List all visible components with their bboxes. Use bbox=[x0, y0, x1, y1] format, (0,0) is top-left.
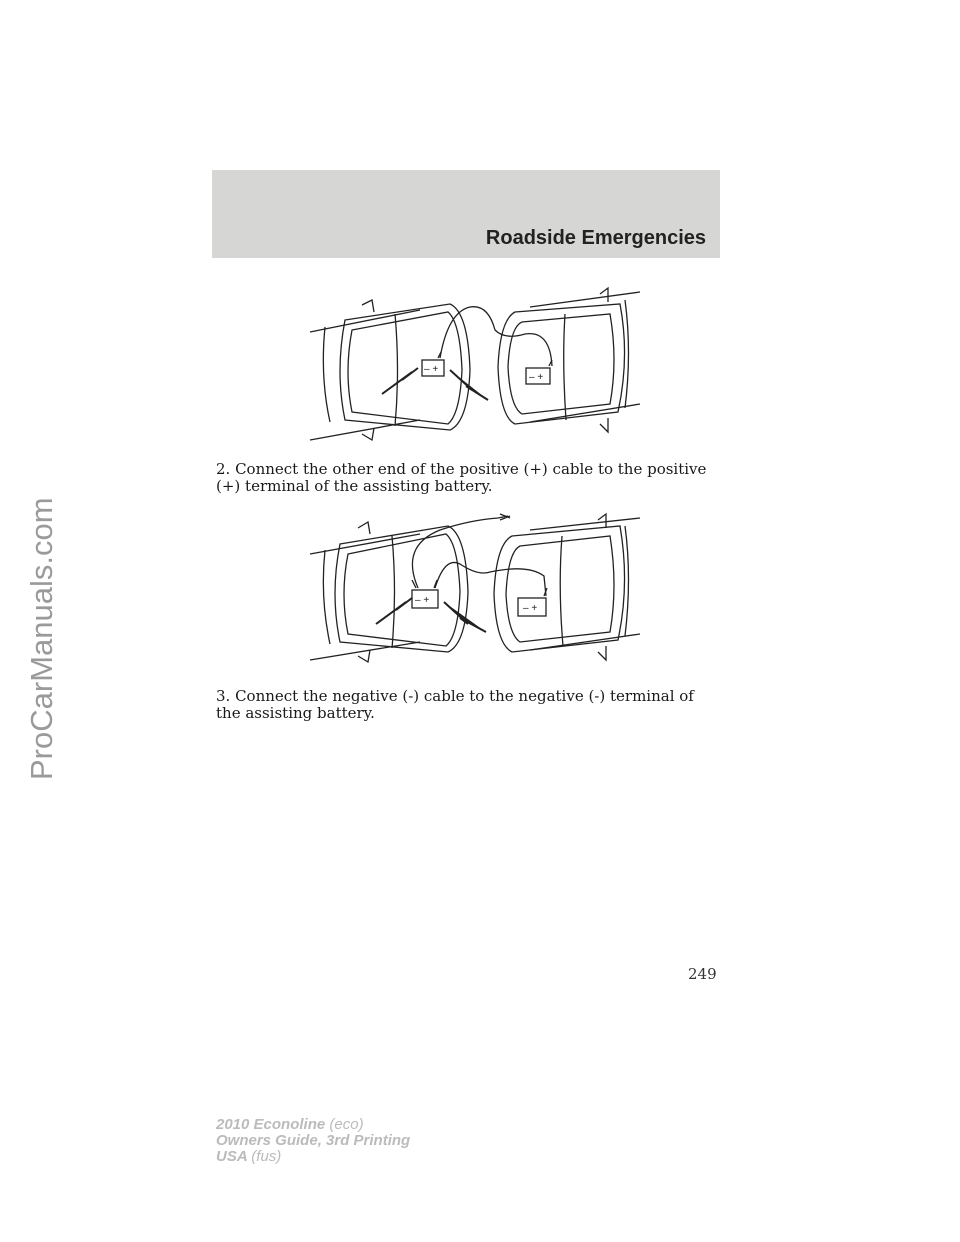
section-title: Roadside Emergencies bbox=[485, 227, 706, 249]
step-3-text: 3. Connect the negative (-) cable to the negative (-) terminal of the assisting battery. bbox=[216, 687, 694, 722]
jump-start-figure-1 bbox=[300, 282, 650, 444]
battery-label-2: – + bbox=[529, 372, 544, 383]
section-header bbox=[212, 170, 720, 258]
page-number: 249 bbox=[688, 965, 717, 983]
footer bbox=[216, 1117, 410, 1165]
jump-start-figure-2 bbox=[300, 506, 650, 666]
footer-market: USA bbox=[216, 1148, 248, 1165]
step-2-text: 2. Connect the other end of the positive (+) cable to the positive (+) terminal of the assisting battery. bbox=[216, 460, 707, 495]
footer-edition: Owners Guide, 3rd Printing bbox=[216, 1132, 411, 1149]
battery-label-4: – + bbox=[523, 603, 538, 614]
footer-model-code: (eco) bbox=[329, 1116, 364, 1133]
watermark bbox=[6, 480, 66, 780]
battery-label-1: – + bbox=[424, 364, 439, 375]
watermark-text: ProCarManuals.com bbox=[24, 497, 59, 780]
battery-label-3: – + bbox=[415, 595, 430, 606]
footer-market-code: (fus) bbox=[251, 1148, 282, 1165]
footer-model: 2010 Econoline bbox=[216, 1116, 326, 1133]
